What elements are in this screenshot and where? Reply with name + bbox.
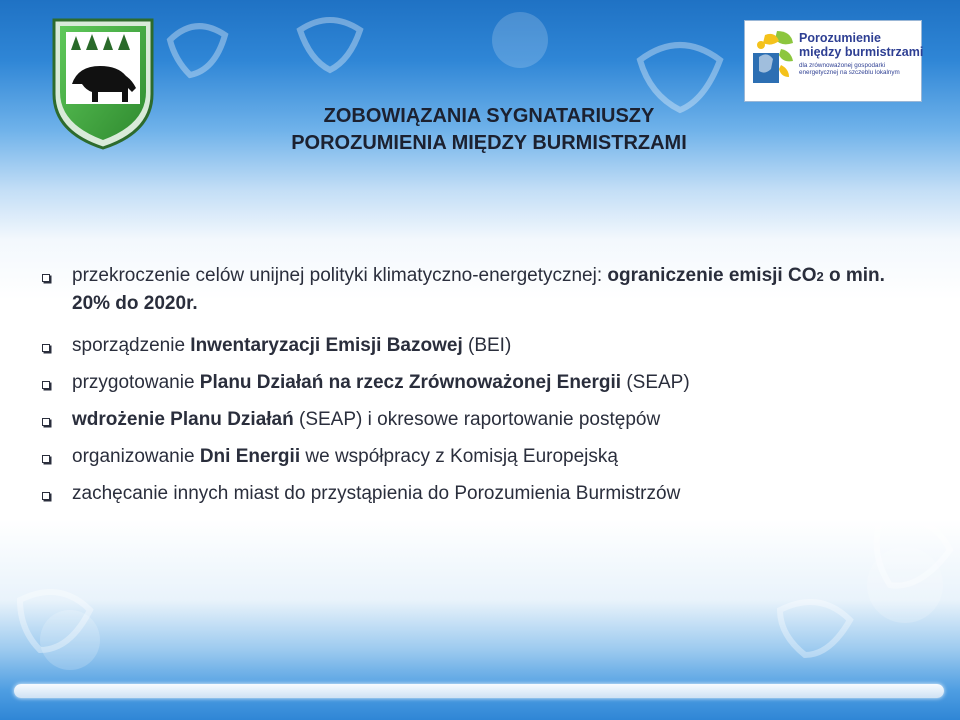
page-title: [200, 103, 778, 157]
title-line2: POROZUMIENIA MIĘDZY BURMISTRZAMI: [291, 132, 687, 154]
bullet-text: sporządzenie: [72, 335, 191, 356]
bullet-text-bold: wdrożenie Planu Działań: [72, 409, 294, 430]
list-item: [40, 480, 920, 507]
square-bullet-icon: [42, 344, 50, 352]
bullet-text: (SEAP): [621, 372, 690, 393]
list-item: [40, 369, 920, 396]
leaf-europe-map-icon: [751, 27, 795, 89]
square-bullet-icon: [42, 455, 50, 463]
bullet-text-bold: Inwentaryzacji Emisji Bazowej: [190, 335, 463, 356]
bullet-text-bold: Planu Działań na rzecz Zrównoważonej Energii: [199, 372, 622, 393]
square-bullet-icon: [42, 274, 50, 282]
bullet-text: (BEI): [462, 335, 512, 356]
logo-tagline-line2: energetycznej na szczeblu lokalnym: [799, 69, 900, 77]
bullet-text: organizowanie: [72, 446, 200, 467]
list-item: [40, 262, 920, 317]
bullet-text: we współpracy z Komisją Europejską: [300, 446, 618, 467]
bullet-text: zachęcanie innych miast do przystąpienia do Porozumienia Burmistrzów: [72, 483, 681, 504]
title-line1: ZOBOWIĄZANIA SYGNATARIUSZY: [323, 105, 655, 127]
logo-tagline-line1: dla zrównoważonej gospodarki: [799, 62, 886, 69]
bear-coat-of-arms-icon: [44, 14, 162, 152]
bullet-text-bold: o min. 20% do 2020r.: [72, 265, 885, 314]
partner-logo: [744, 20, 922, 102]
bullet-text: przekroczenie celów unijnej polityki klimatyczno-energetycznej:: [72, 265, 608, 286]
bullet-text-bold: ograniczenie emisji CO: [607, 265, 817, 286]
logo-title-line2: między burmistrzami: [799, 45, 924, 59]
commitments-list: [40, 262, 920, 507]
bullet-text: (SEAP) i okresowe raportowanie postępów: [293, 409, 661, 430]
list-item: [40, 332, 920, 359]
square-bullet-icon: [42, 381, 50, 389]
bullet-text-bold: Dni Energii: [199, 446, 301, 467]
square-bullet-icon: [42, 418, 50, 426]
list-item: [40, 406, 920, 433]
logo-title-line1: Porozumienie: [799, 31, 881, 45]
bullet-text: przygotowanie: [72, 372, 200, 393]
square-bullet-icon: [42, 492, 50, 500]
bullet-text-subscript: 2: [816, 269, 824, 284]
footer-bar: [14, 684, 944, 698]
list-item: [40, 443, 920, 470]
